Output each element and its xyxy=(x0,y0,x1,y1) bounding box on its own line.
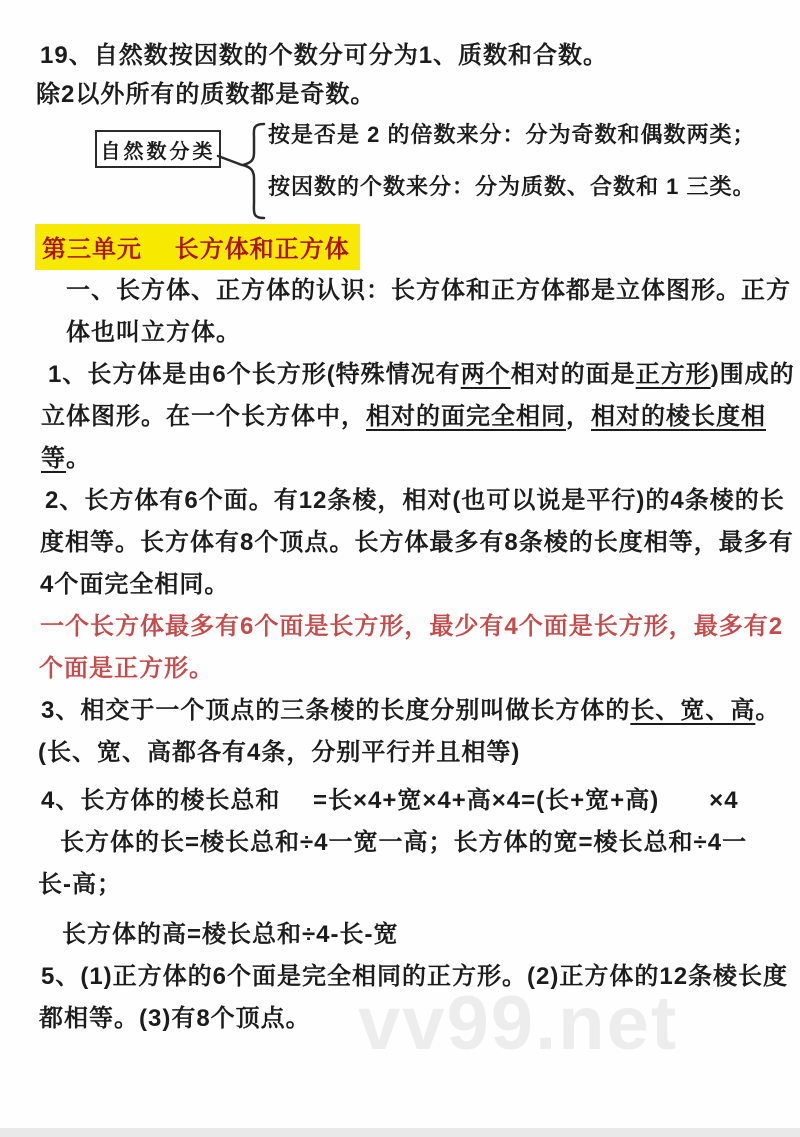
paragraph-red-note xyxy=(0,606,800,690)
text-segment: 一、长方体、正方体的认识：长方体和正方体都是立体图形。正方 xyxy=(66,277,791,304)
text-segment: 。 xyxy=(66,445,91,472)
text-line xyxy=(0,606,800,648)
underlined-text: 两个 xyxy=(460,361,511,388)
text-line xyxy=(0,648,800,690)
bottom-scroll-strip xyxy=(0,1128,800,1137)
text-line xyxy=(0,998,800,1040)
unit-title-highlight: 第三单元 长方体和正方体 xyxy=(35,224,360,270)
text-line xyxy=(0,270,800,312)
diagram-box-label: 自然数分类 xyxy=(95,130,221,168)
underlined-text: 相对的面完全相同 xyxy=(366,403,566,430)
text-segment: 。 xyxy=(755,697,781,724)
text-segment: 2、长方体有6个面。有12条棱，相对(也可以说是平行)的4条棱的长 xyxy=(45,487,785,514)
unit-title-row xyxy=(35,224,800,262)
text-segment: 长方体的长=棱长总和÷4一宽一高；长方体的宽=棱长总和÷4一 xyxy=(60,829,748,856)
text-line xyxy=(0,312,800,354)
text-segment: (长、宽、高都各有4条，分别平行并且相等) xyxy=(38,739,521,766)
paragraph-item-1 xyxy=(0,354,800,480)
paragraph-item-4b xyxy=(0,914,800,956)
text-line xyxy=(0,564,800,606)
text-segment: 一个长方体最多有6个面是长方形，最少有4个面是长方形，最多有2 xyxy=(40,613,784,640)
watermark-text: vv99.net xyxy=(358,981,679,1066)
text-segment: 除2以外所有的质数都是奇数。 xyxy=(36,81,376,108)
text-segment: 5、(1)正方体的6个面是完全相同的正方形。(2)正方体的12条棱长度 xyxy=(41,963,789,990)
text-line xyxy=(0,690,800,732)
text-line xyxy=(0,732,800,774)
text-line xyxy=(0,522,800,564)
text-segment: 个面是正方形。 xyxy=(39,655,214,682)
diagram-branch-1: 按是否是 2 的倍数来分：分为奇数和偶数两类； xyxy=(268,122,756,147)
text-segment: 立体图形。在一个长方体中， xyxy=(41,403,366,430)
body-paragraphs xyxy=(0,270,800,1040)
text-segment: 长方体的高=棱长总和÷4-长-宽 xyxy=(62,921,399,948)
paragraph-item-3 xyxy=(0,690,800,774)
text-line xyxy=(0,864,800,906)
underlined-text: 长、宽、高 xyxy=(630,697,756,724)
text-segment: 相对的面是 xyxy=(510,361,636,388)
text-line xyxy=(0,480,800,522)
left-curly-brace-icon xyxy=(216,122,268,222)
text-segment: 4个面完全相同。 xyxy=(40,571,230,598)
text-segment: 3、相交于一个顶点的三条棱的长度分别叫做长方体的 xyxy=(41,697,631,724)
underlined-text: 正方形 xyxy=(635,361,711,388)
text-segment: 体也叫立方体。 xyxy=(66,319,241,346)
text-segment: ， xyxy=(566,403,591,430)
text-line xyxy=(0,438,800,480)
text-segment: 1、长方体是由6个长方形(特殊情况有 xyxy=(48,361,461,388)
text-segment: 都相等。(3)有8个顶点。 xyxy=(39,1005,311,1032)
text-line xyxy=(0,36,800,75)
underlined-text: 等 xyxy=(41,445,66,472)
text-line xyxy=(0,354,800,396)
text-line xyxy=(0,956,800,998)
paragraph-item-5 xyxy=(0,956,800,1040)
paragraph-item-4 xyxy=(0,780,800,906)
text-segment: 19、自然数按因数的个数分可分为1、质数和合数。 xyxy=(40,42,609,69)
text-line xyxy=(0,914,800,956)
text-line xyxy=(0,780,800,822)
paragraph-item-2 xyxy=(0,480,800,606)
underlined-text: 相对的棱长度相 xyxy=(591,403,766,430)
text-segment: 度相等。长方体有8个顶点。长方体最多有8条棱的长度相等，最多有 xyxy=(40,529,794,556)
text-segment: 4、长方体的棱长总和 =长×4+宽×4+高×4=(长+宽+高) ×4 xyxy=(41,787,739,814)
intro-paragraph xyxy=(0,36,800,114)
text-segment: )围成的 xyxy=(710,361,795,388)
text-line xyxy=(0,822,800,864)
text-line xyxy=(0,396,800,438)
diagram-branch-2: 按因数的个数来分：分为质数、合数和 1 三类。 xyxy=(268,174,756,199)
text-line xyxy=(0,75,800,114)
natural-number-classification-diagram xyxy=(0,114,800,218)
text-segment: 长-高； xyxy=(38,871,122,898)
paragraph-item-overview xyxy=(0,270,800,354)
